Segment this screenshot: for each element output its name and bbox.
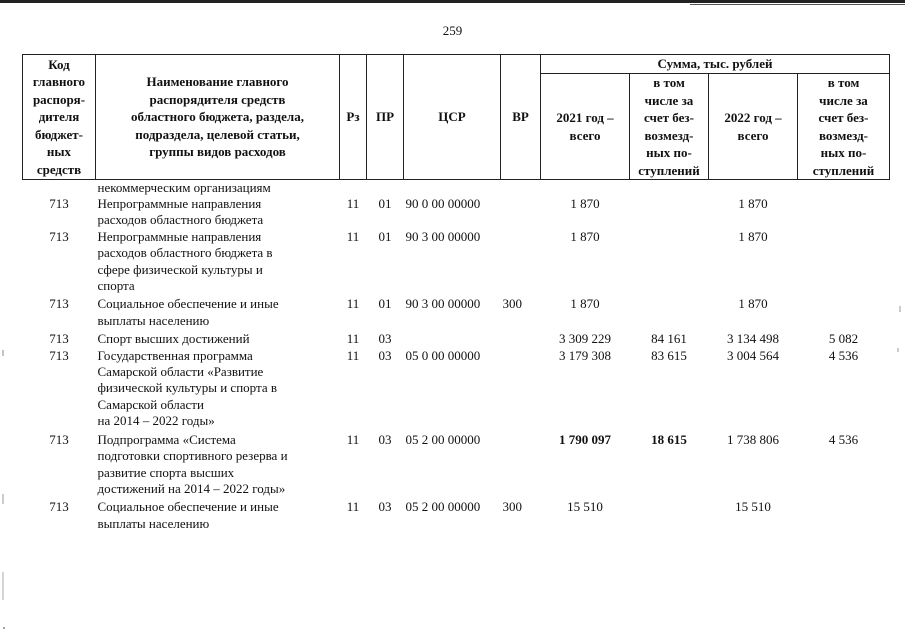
row-code: 713 — [49, 499, 69, 515]
header-sum: Сумма, тыс. рублей — [541, 55, 890, 74]
table-header — [23, 55, 890, 180]
row-2022-free: 4 536 — [828, 431, 859, 447]
row-2022-free — [798, 229, 890, 295]
row-pr: 01 — [378, 196, 392, 211]
row-2022-total: 1 738 806 — [727, 431, 779, 447]
row-name: Подпрограмма «Система подготовки спортивного резерва и развитие спорта высших достижений на 2014 – 2022 годы» — [97, 431, 288, 496]
row-pr: 03 — [378, 331, 392, 347]
row-csr: 90 3 00 00000 — [405, 296, 481, 312]
row-2021-total: 3 309 229 — [559, 331, 611, 347]
row-2022-total: 15 510 — [735, 499, 771, 515]
row-2021-free — [630, 497, 709, 532]
row-code: 713 — [49, 228, 69, 244]
row-rz: 11 — [346, 499, 360, 515]
row-csr: 05 0 00 00000 — [405, 347, 481, 363]
row-code: 713 — [49, 431, 69, 447]
row-csr: 05 2 00 00000 — [405, 499, 481, 515]
row-2021-free: 84 161 — [651, 331, 687, 347]
budget-table — [22, 54, 890, 532]
row-name: Непрограммные направления расходов областного бюджета в сфере физической культуры и спорта — [97, 228, 273, 294]
row-2021-total: 1 790 097 — [559, 431, 611, 447]
continuation-row — [23, 180, 890, 197]
row-name: Государственная программа Самарской области «Развитие физической культуры и спорта в Самарской области на 2014 – 2022 годы» — [97, 347, 277, 429]
row-2021-free — [630, 229, 709, 295]
header-name: Наименование главного распорядителя средств областного бюджета, раздела, подраздела, целевой статьи, группы видов расходов — [96, 55, 340, 180]
table-row — [23, 329, 890, 347]
row-2022-free — [798, 497, 890, 532]
row-name: Социальное обеспечение и иные выплаты населению — [97, 499, 279, 531]
header-pr: ПР — [367, 55, 404, 180]
header-2021-free: в том числе за счет без- возмезд- ных по- ступлений — [630, 74, 709, 180]
table-row — [23, 348, 890, 430]
row-rz: 11 — [346, 196, 360, 211]
row-code: 713 — [49, 196, 69, 211]
row-2021-free — [630, 196, 709, 229]
row-2021-free: 83 615 — [651, 347, 687, 363]
scan-speck — [3, 627, 5, 629]
row-2021-total: 1 870 — [570, 296, 600, 312]
row-pr: 03 — [378, 431, 392, 447]
row-rz: 11 — [346, 296, 360, 312]
row-2022-free — [798, 294, 890, 329]
row-vr — [501, 329, 541, 347]
row-2021-free: 18 615 — [651, 431, 687, 447]
row-code: 713 — [49, 331, 69, 347]
row-rz: 11 — [346, 228, 360, 244]
header-rz: Рз — [340, 55, 367, 180]
row-rz: 11 — [346, 331, 360, 347]
table-row — [23, 196, 890, 229]
row-code: 713 — [49, 296, 69, 312]
page-top-rule — [0, 0, 905, 3]
row-csr: 90 0 00 00000 — [405, 196, 481, 211]
row-csr — [404, 329, 501, 347]
row-2022-total: 1 870 — [738, 196, 768, 211]
row-pr: 01 — [378, 228, 392, 244]
row-2022-total: 1 870 — [738, 296, 768, 312]
table-row — [23, 430, 890, 498]
header-2022-total: 2022 год – всего — [709, 74, 798, 180]
row-pr: 03 — [378, 347, 392, 363]
row-2022-free: 4 536 — [828, 347, 859, 363]
row-name: Спорт высших достижений — [97, 331, 250, 347]
row-2021-total: 15 510 — [567, 499, 603, 515]
row-2022-total: 1 870 — [738, 228, 768, 244]
row-name: Непрограммные направления расходов областного бюджета — [97, 196, 264, 228]
table-row — [23, 294, 890, 329]
row-pr: 03 — [378, 499, 392, 515]
row-2021-total: 3 179 308 — [559, 347, 611, 363]
table-row — [23, 497, 890, 532]
header-2021-total: 2021 год – всего — [541, 74, 630, 180]
row-name: Социальное обеспечение и иные выплаты населению — [97, 296, 279, 328]
page-top-rule-secondary — [690, 4, 905, 5]
header-csr: ЦСР — [404, 55, 501, 180]
row-pr: 01 — [378, 296, 392, 312]
row-csr: 05 2 00 00000 — [405, 431, 481, 447]
row-2021-total: 1 870 — [570, 196, 600, 211]
row-vr: 300 — [502, 296, 522, 312]
page-number: 259 — [442, 23, 463, 38]
row-2022-free — [798, 196, 890, 229]
table-row — [23, 229, 890, 295]
continuation-text: некоммерческим организациям — [97, 180, 271, 195]
header-code-lines: Код главного распоря- дителя бюджет- ных средств — [32, 56, 86, 177]
row-2021-total: 1 870 — [570, 228, 600, 244]
row-vr: 300 — [502, 499, 522, 515]
header-code — [23, 55, 96, 180]
row-2021-free — [630, 294, 709, 329]
row-vr — [501, 229, 541, 295]
header-vr: ВР — [501, 55, 541, 180]
row-2022-total: 3 134 498 — [727, 331, 779, 347]
row-2022-free: 5 082 — [828, 331, 859, 347]
table-body — [23, 180, 890, 533]
row-csr: 90 3 00 00000 — [405, 228, 481, 244]
header-2022-free: в том числе за счет без- возмезд- ных по- ступлений — [798, 74, 890, 180]
row-2022-total: 3 004 564 — [727, 347, 779, 363]
row-vr — [501, 348, 541, 430]
row-code: 713 — [49, 347, 69, 363]
row-vr — [501, 196, 541, 229]
row-rz: 11 — [346, 431, 360, 447]
row-rz: 11 — [346, 347, 360, 363]
row-vr — [501, 430, 541, 498]
